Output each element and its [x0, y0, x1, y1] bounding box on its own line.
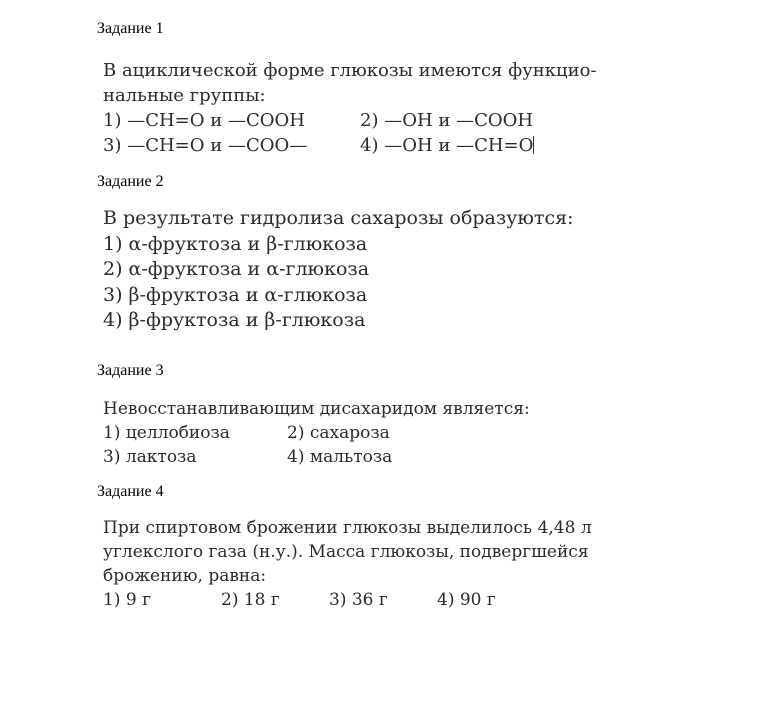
task-1-option-2: 2) —OH и —COOH — [360, 110, 534, 131]
task-3-options-row — [103, 421, 530, 445]
task-4-body — [103, 516, 592, 612]
task-2-question-line: В результате гидролиза сахарозы образуются: — [103, 207, 574, 229]
task-4-option-1: 1) 9 г — [103, 590, 151, 610]
task-1-options-row — [103, 133, 597, 158]
task-2-option-3: 3) β-фруктоза и α-глюкоза — [103, 283, 368, 306]
task-1-question-line: В ациклической форме глюкозы имеются функцио- — [103, 60, 597, 81]
task-4-option-2: 2) 18 г — [221, 590, 280, 610]
task-3-option-4: 4) мальтоза — [287, 447, 393, 467]
task-2-body — [103, 206, 574, 334]
task-1-body — [103, 58, 597, 158]
task-4-options-row — [103, 588, 592, 612]
task-3-option-3: 3) лактоза — [103, 447, 197, 467]
task-1-heading: Задание 1 — [97, 20, 164, 37]
task-2-option-2: 2) α-фруктоза и α-глюкоза — [103, 258, 370, 280]
task-2-heading: Задание 2 — [97, 173, 164, 190]
task-4-question-line: углекслого газа (н.у.). Масса глюкозы, подвергшейся — [103, 542, 589, 562]
task-2-option-4: 4) β-фруктоза и β-глюкоза — [103, 309, 366, 331]
task-3-body — [103, 397, 530, 469]
task-1-option-3: 3) —CH=O и —COO— — [103, 135, 308, 156]
task-3-question-line: Невосстанавливающим дисахаридом является: — [103, 399, 530, 419]
task-4-option-4: 4) 90 г — [437, 590, 496, 610]
task-1-option-1: 1) —CH=O и —COOH — [103, 110, 305, 131]
task-4-question-line: брожению, равна: — [103, 566, 267, 586]
task-3-option-1: 1) целлобиоза — [103, 423, 230, 443]
task-1-option-4: 4) —OH и —CH=O — [360, 135, 534, 156]
task-4-option-3: 3) 36 г — [329, 590, 388, 610]
task-3-option-2: 2) сахароза — [287, 423, 390, 443]
task-4-heading: Задание 4 — [97, 483, 164, 500]
task-4-question-line: При спиртовом брожении глюкозы выделилось 4,48 л — [103, 518, 592, 538]
task-1-options-row — [103, 108, 597, 133]
task-1-question-line: нальные группы: — [103, 85, 266, 106]
task-2-option-1: 1) α-фруктоза и β-глюкоза — [103, 232, 368, 255]
text-cursor — [533, 136, 534, 154]
task-3-options-row — [103, 445, 530, 469]
task-3-heading: Задание 3 — [97, 362, 164, 379]
task-1-option-4-wrap — [360, 133, 534, 158]
